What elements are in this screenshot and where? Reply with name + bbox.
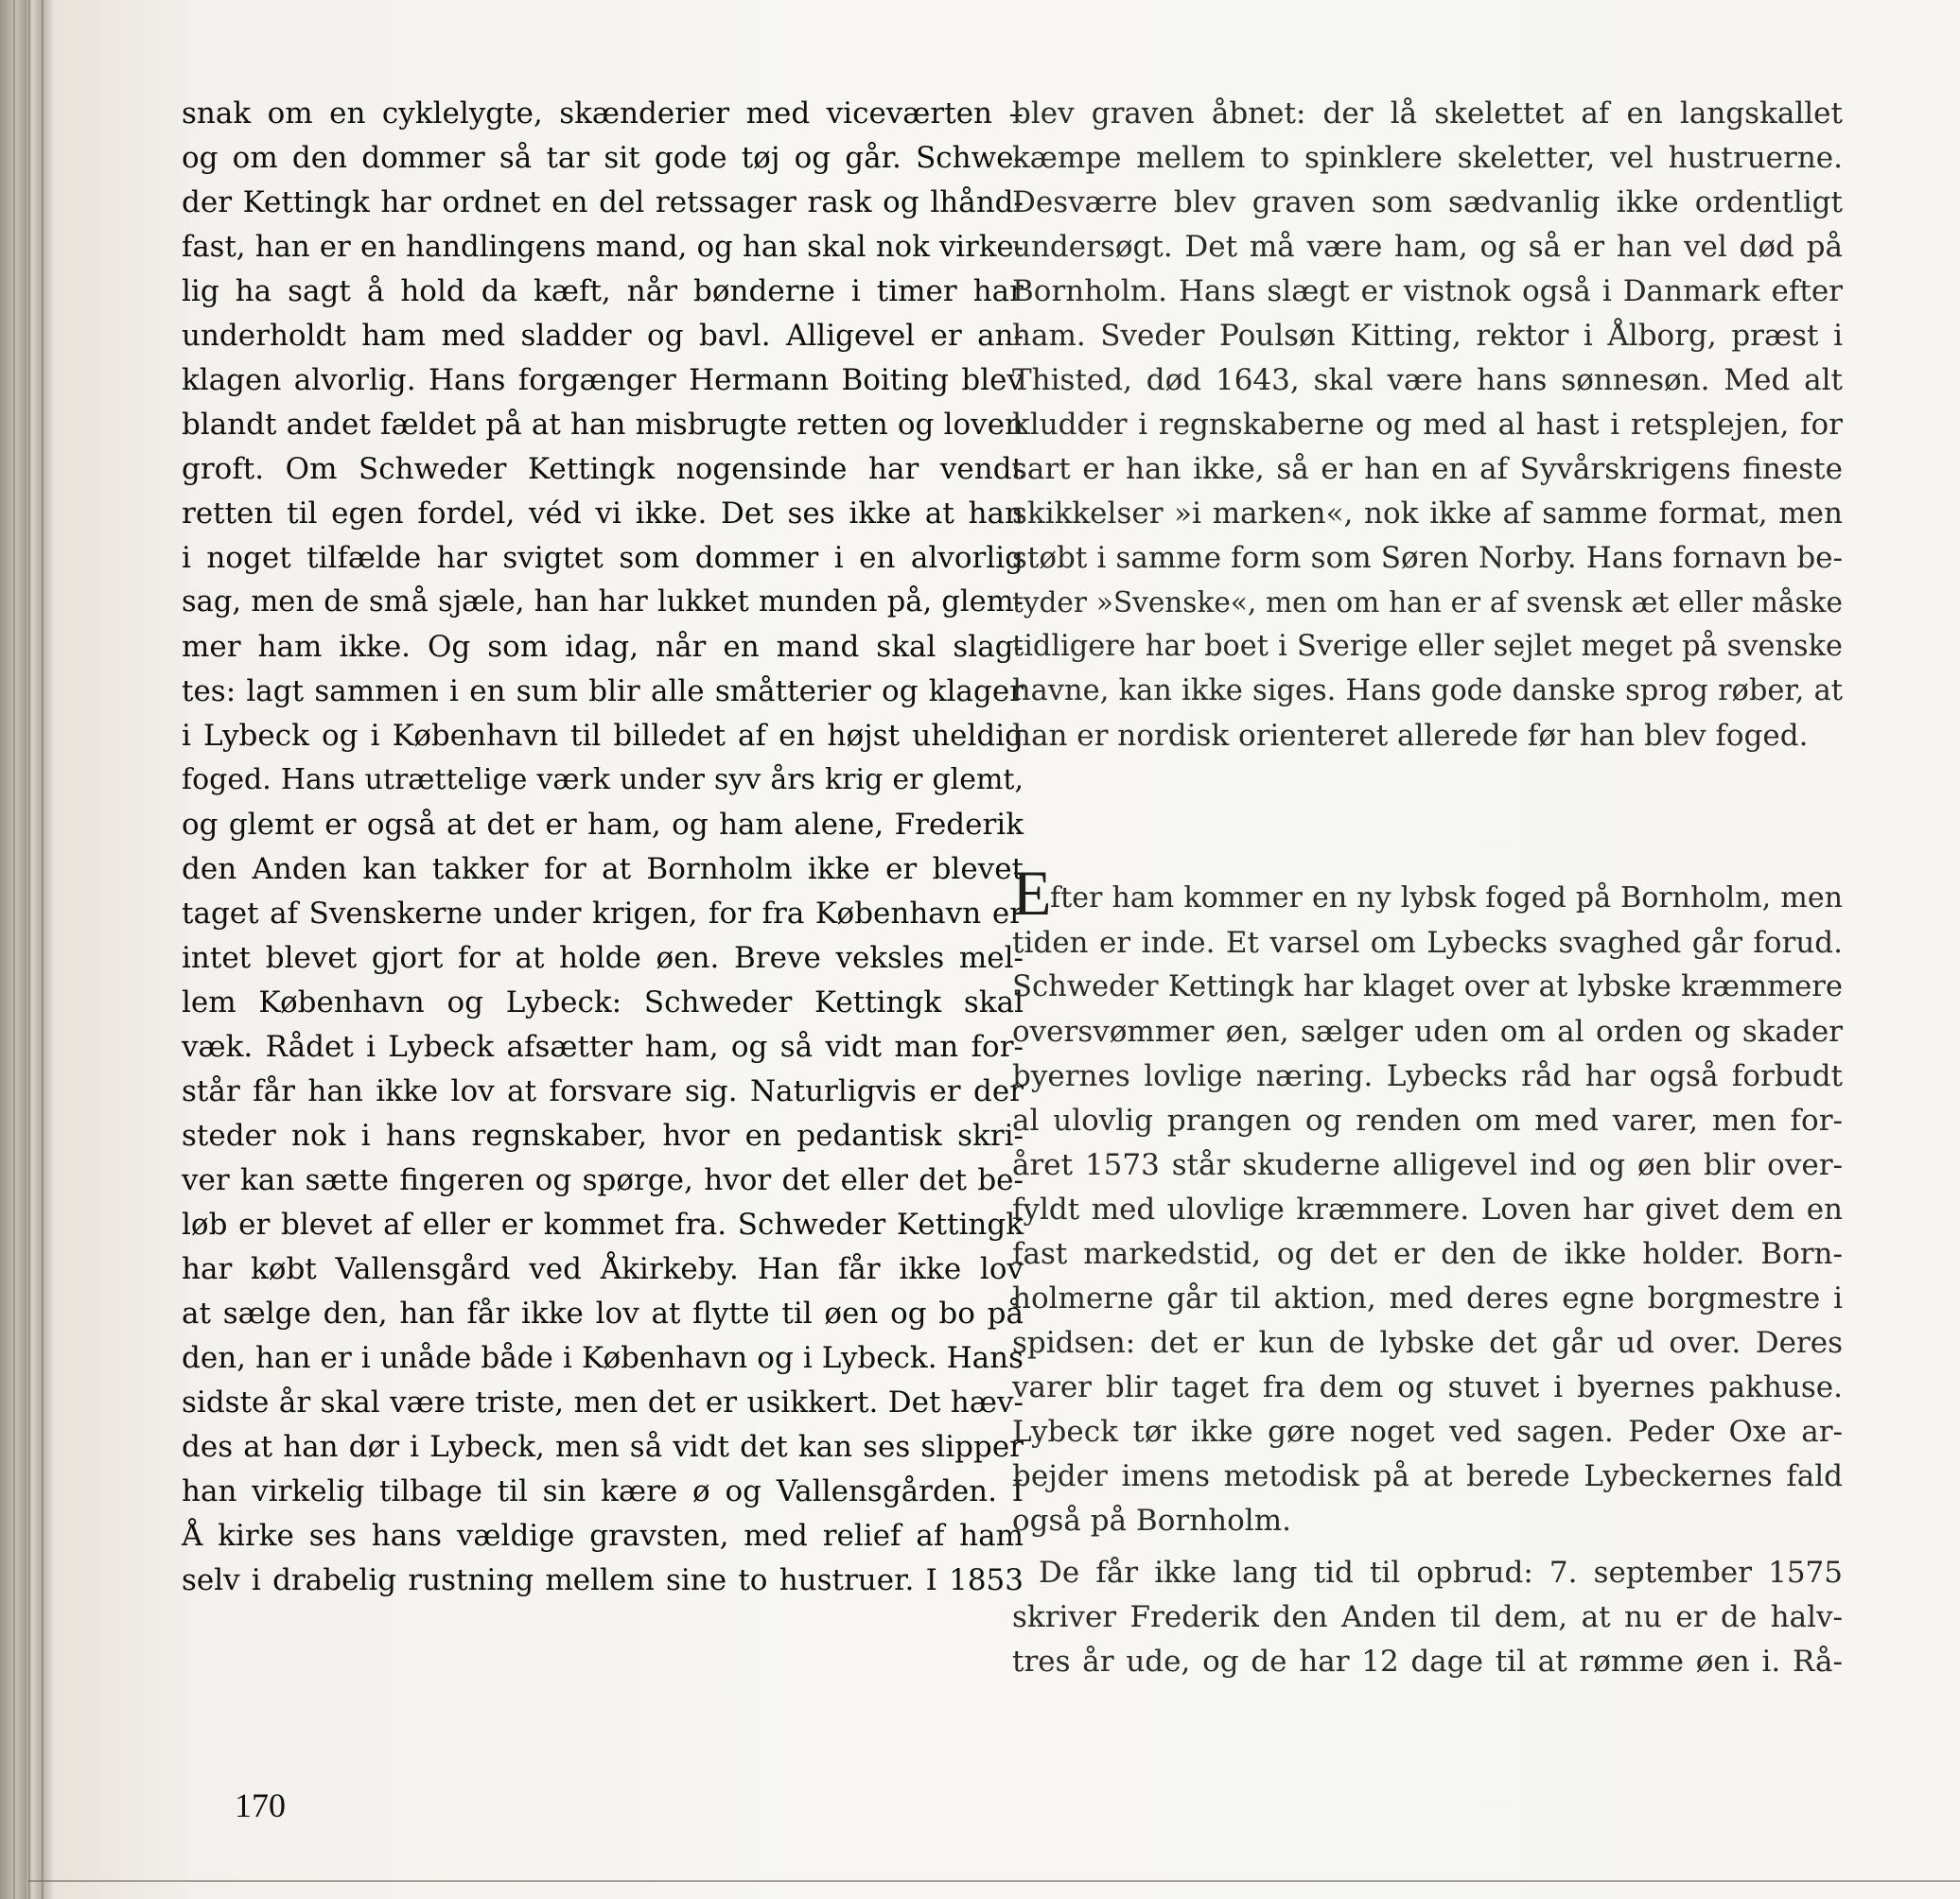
- text-line: året 1573 står skuderne alligevel ind og øen blir over-: [1012, 1148, 1843, 1182]
- text-line: snak om en cyklelygte, skænderier med viceværten –: [182, 96, 1024, 131]
- text-line: selv i drabelig rustning mellem sine to hustruer. I 1853: [182, 1563, 1024, 1597]
- text-line: fter ham kommer en ny lybsk foged på Bornholm, men: [1050, 881, 1843, 915]
- spine-fold-line: [42, 0, 44, 1899]
- text-line: skikkelser »i marken«, nok ikke af samme format, men: [1012, 497, 1843, 531]
- text-line: spidsen: det er kun de lybske det går ud over. Deres: [1012, 1326, 1843, 1360]
- text-line: klagen alvorlig. Hans forgænger Hermann Boiting blev: [182, 363, 1024, 397]
- drop-cap: E: [1012, 857, 1052, 929]
- text-line: foged. Hans utrættelige værk under syv års krig er glemt,: [182, 763, 1024, 796]
- text-line: den Anden kan takker for at Bornholm ikke er blevet: [182, 852, 1024, 886]
- text-line: Lybeck tør ikke gøre noget ved sagen. Peder Oxe ar-: [1012, 1415, 1843, 1449]
- page-bottom-edge: [28, 1880, 1960, 1882]
- text-line: undersøgt. Det må være ham, og så er han vel død på: [1012, 230, 1843, 264]
- spine-fold-line: [28, 0, 30, 1899]
- text-line: ver kan sætte fingeren og spørge, hvor det eller det be-: [182, 1163, 1024, 1197]
- text-line: tyder »Svenske«, men om han er af svensk æt eller måske: [1012, 586, 1843, 618]
- text-line: den, han er i unåde både i København og i Lybeck. Hans: [182, 1341, 1024, 1375]
- text-line: Bornholm. Hans slægt er vistnok også i Danmark efter: [1012, 274, 1843, 308]
- text-line: des at han dør i Lybeck, men så vidt det kan ses slipper: [182, 1430, 1024, 1464]
- text-line: retten til egen fordel, véd vi ikke. Det ses ikke at han: [182, 497, 1024, 531]
- text-line: steder nok i hans regnskaber, hvor en pedantisk skri-: [182, 1119, 1024, 1153]
- text-line: sart er han ikke, så er han en af Syvårskrigens fineste: [1012, 452, 1843, 486]
- text-line: Å kirke ses hans vældige gravsten, med relief af ham: [182, 1519, 1024, 1553]
- text-line: taget af Svenskerne under krigen, for fra København er: [182, 897, 1024, 931]
- text-line: tiden er inde. Et varsel om Lybecks svaghed går forud.: [1012, 926, 1843, 960]
- text-line: at sælge den, han får ikke lov at flytte til øen og bo på: [182, 1297, 1024, 1331]
- text-line: har købt Vallensgård ved Åkirkeby. Han får ikke lov: [182, 1252, 1024, 1286]
- text-line: skriver Frederik den Anden til dem, at nu er de halv-: [1012, 1600, 1843, 1634]
- text-line: lig ha sagt å hold da kæft, når bønderne i timer har: [182, 274, 1024, 308]
- text-line: sag, men de små sjæle, han har lukket munden på, glem-: [182, 585, 1024, 618]
- text-line: groft. Om Schweder Kettingk nogensinde har vendt: [182, 452, 1024, 486]
- text-line: mer ham ikke. Og som idag, når en mand skal slag-: [182, 630, 1024, 664]
- text-line: lem København og Lybeck: Schweder Kettingk skal: [182, 985, 1024, 1019]
- text-line: løb er blevet af eller er kommet fra. Schweder Kettingk: [182, 1208, 1024, 1242]
- text-line: tidligere har boet i Sverige eller sejlet meget på svenske: [1012, 630, 1843, 663]
- text-line: han er nordisk orienteret allerede før han blev foged.: [1012, 719, 1809, 753]
- text-line: al ulovlig prangen og renden om med varer, men for-: [1012, 1104, 1843, 1138]
- spine-fold-line: [13, 0, 15, 1899]
- text-line: i Lybeck og i København til billedet af en højst uheldig: [182, 719, 1024, 753]
- text-line: fast markedstid, og det er den de ikke holder. Born-: [1012, 1237, 1843, 1271]
- text-line: står får han ikke lov at forsvare sig. Naturligvis er der: [182, 1074, 1024, 1108]
- text-line: De får ikke lang tid til opbrud: 7. september 1575: [1039, 1556, 1843, 1590]
- text-line: underholdt ham med sladder og bavl. Alligevel er an-: [182, 319, 1024, 353]
- text-line: støbt i samme form som Søren Norby. Hans fornavn be-: [1012, 541, 1843, 575]
- text-line: væk. Rådet i Lybeck afsætter ham, og så vidt man for-: [182, 1030, 1024, 1064]
- text-line: oversvømmer øen, sælger uden om al orden og skader: [1012, 1015, 1843, 1049]
- text-line: blandt andet fældet på at han misbrugte retten og loven: [182, 408, 1024, 442]
- text-line: Schweder Kettingk har klaget over at lybske kræmmere: [1012, 970, 1843, 1003]
- text-line: kludder i regnskaberne og med al hast i retsplejen, for: [1012, 408, 1843, 442]
- text-line: Desværre blev graven som sædvanlig ikke ordentligt: [1012, 185, 1843, 219]
- text-line: blev graven åbnet: der lå skelettet af en langskallet: [1012, 96, 1843, 131]
- text-line: sidste år skal være triste, men det er usikkert. Det hæv-: [182, 1385, 1024, 1420]
- text-line: ham. Sveder Poulsøn Kitting, rektor i Ålborg, præst i: [1012, 319, 1843, 353]
- text-line: og glemt er også at det er ham, og ham alene, Frederik: [182, 808, 1024, 842]
- text-line: tes: lagt sammen i en sum blir alle småtterier og klager: [182, 674, 1024, 708]
- text-line: byernes lovlige næring. Lybecks råd har også forbudt: [1012, 1059, 1843, 1093]
- text-line: der Kettingk har ordnet en del retssager rask og lhånd-: [182, 185, 1024, 219]
- text-line: varer blir taget fra dem og stuvet i byernes pakhuse.: [1012, 1370, 1843, 1404]
- text-line: fyldt med ulovlige kræmmere. Loven har givet dem en: [1012, 1193, 1843, 1227]
- text-line: holmerne går til aktion, med deres egne borgmestre i: [1012, 1281, 1843, 1315]
- text-line: kæmpe mellem to spinklere skeletter, vel hustruerne.: [1012, 141, 1843, 175]
- text-line: også på Bornholm.: [1012, 1504, 1291, 1538]
- text-line: og om den dommer så tar sit gode tøj og går. Schwe-: [182, 141, 1024, 175]
- text-line: tres år ude, og de har 12 dage til at rømme øen i. Rå-: [1012, 1645, 1843, 1679]
- text-line: i noget tilfælde har svigtet som dommer i en alvorlig: [182, 541, 1024, 575]
- page-number: 170: [235, 1786, 286, 1824]
- text-line: fast, han er en handlingens mand, og han skal nok virke-: [182, 230, 1024, 264]
- text-line: intet blevet gjort for at holde øen. Breve veksles mel-: [182, 941, 1024, 975]
- text-line: han virkelig tilbage til sin kære ø og Vallensgården. I: [182, 1474, 1024, 1508]
- book-page: [53, 0, 1960, 1899]
- text-line: havne, kan ikke siges. Hans gode danske sprog røber, at: [1012, 674, 1843, 707]
- text-line: bejder imens metodisk på at berede Lybeckernes fald: [1012, 1459, 1843, 1493]
- book-spine: [0, 0, 53, 1899]
- text-line: Thisted, død 1643, skal være hans sønnesøn. Med alt: [1012, 363, 1843, 397]
